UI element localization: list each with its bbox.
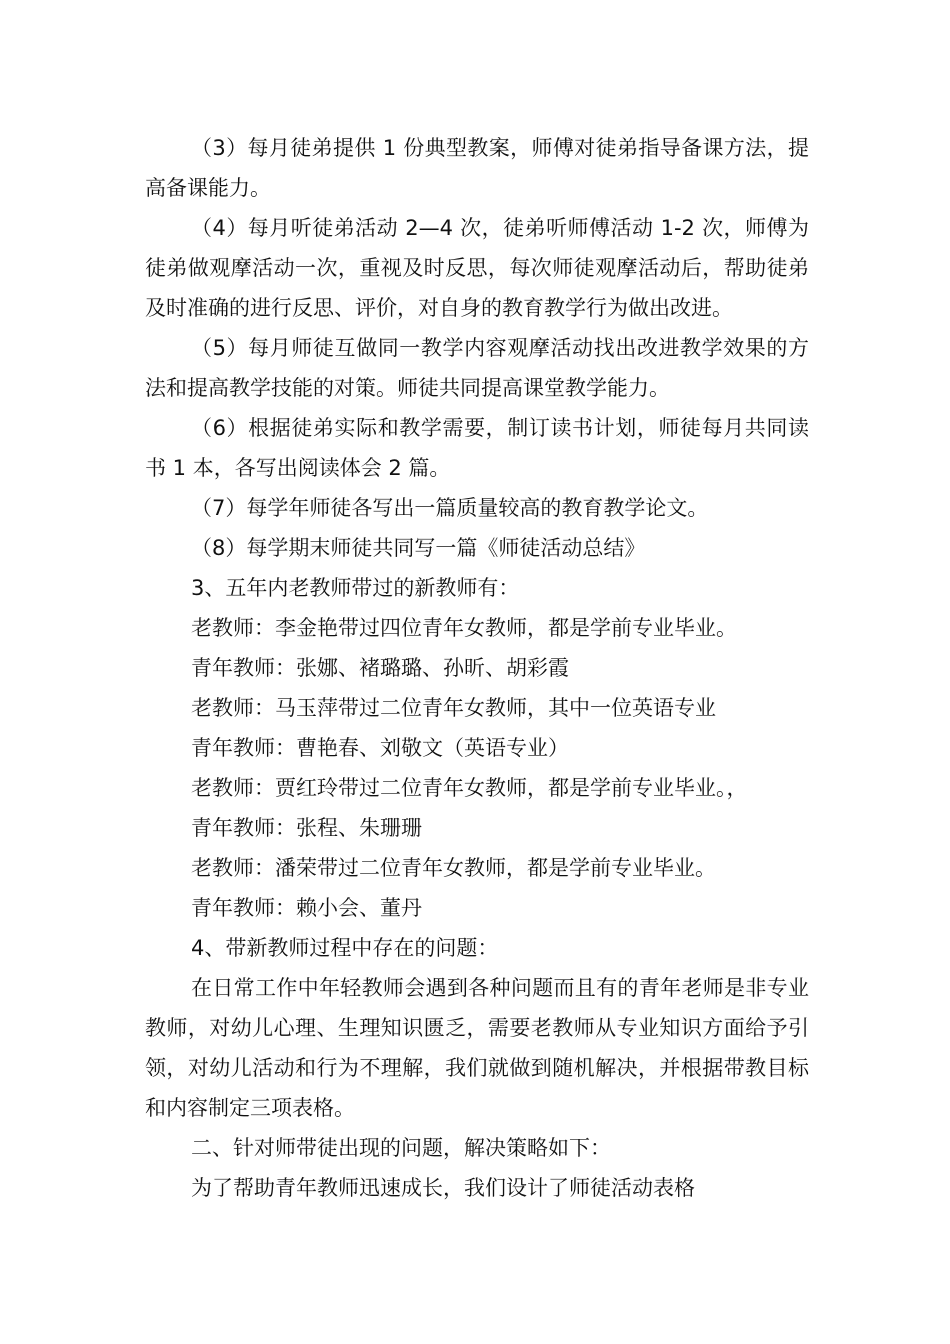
paragraph-item-8-summary: （8）每学期末师徒共同写一篇《师徒活动总结》 — [191, 536, 646, 560]
section-heading-4: 4、带新教师过程中存在的问题： — [191, 936, 499, 960]
section-heading-strategies: 二、针对师带徒出现的问题，解决策略如下： — [191, 1136, 611, 1160]
problems-paragraph: 在日常工作中年轻教师会遇到各种问题而且有的青年老师是非专业教师，对幼儿心理、生理知识匮乏，需要老教师从专业知识方面给予引领，对幼儿活动和行为不理解，我们就做到随机解决，并根据带教目标和内容制定三项表格。 — [145, 976, 809, 1120]
paragraph-item-4-observation: （4）每月听徒弟活动 2—4 次，徒弟听师傅活动 1-2 次，师傅为徒弟做观摩活动一次，重视及时反思，每次师徒观摩活动后，帮助徒弟及时准确的进行反思、评价，对自身的教育教学行为做出改进。 — [145, 216, 809, 320]
document-body — [145, 128, 809, 1208]
mentee-line-3: 青年教师：张程、朱珊珊 — [191, 816, 422, 840]
mentee-line-1: 青年教师：张娜、褚璐璐、孙昕、胡彩霞 — [191, 656, 569, 680]
mentor-line-1: 老教师：李金艳带过四位青年女教师，都是学前专业毕业。 — [191, 616, 737, 640]
closing-paragraph: 为了帮助青年教师迅速成长，我们设计了师徒活动表格 — [191, 1176, 695, 1200]
mentor-line-2: 老教师：马玉萍带过二位青年女教师，其中一位英语专业 — [191, 696, 716, 720]
mentor-line-4: 老教师：潘荣带过二位青年女教师，都是学前专业毕业。 — [191, 856, 716, 880]
mentee-line-4: 青年教师：赖小会、董丹 — [191, 896, 422, 920]
mentee-line-2: 青年教师：曹艳春、刘敬文（英语专业） — [191, 736, 569, 760]
paragraph-item-5-joint-activity: （5）每月师徒互做同一教学内容观摩活动找出改进教学效果的方法和提高教学技能的对策。师徒共同提高课堂教学能力。 — [145, 336, 809, 400]
paragraph-item-6-reading-plan: （6）根据徒弟实际和教学需要，制订读书计划，师徒每月共同读书 1 本，各写出阅读体会 2 篇。 — [145, 416, 809, 480]
mentor-line-3: 老教师：贾红玲带过二位青年女教师，都是学前专业毕业。， — [191, 776, 748, 800]
paragraph-item-3-lesson-plans: （3）每月徒弟提供 1 份典型教案，师傅对徒弟指导备课方法，提高备课能力。 — [145, 136, 809, 200]
paragraph-item-7-paper: （7）每学年师徒各写出一篇质量较高的教育教学论文。 — [191, 496, 709, 520]
section-heading-3: 3、五年内老教师带过的新教师有： — [191, 576, 520, 600]
